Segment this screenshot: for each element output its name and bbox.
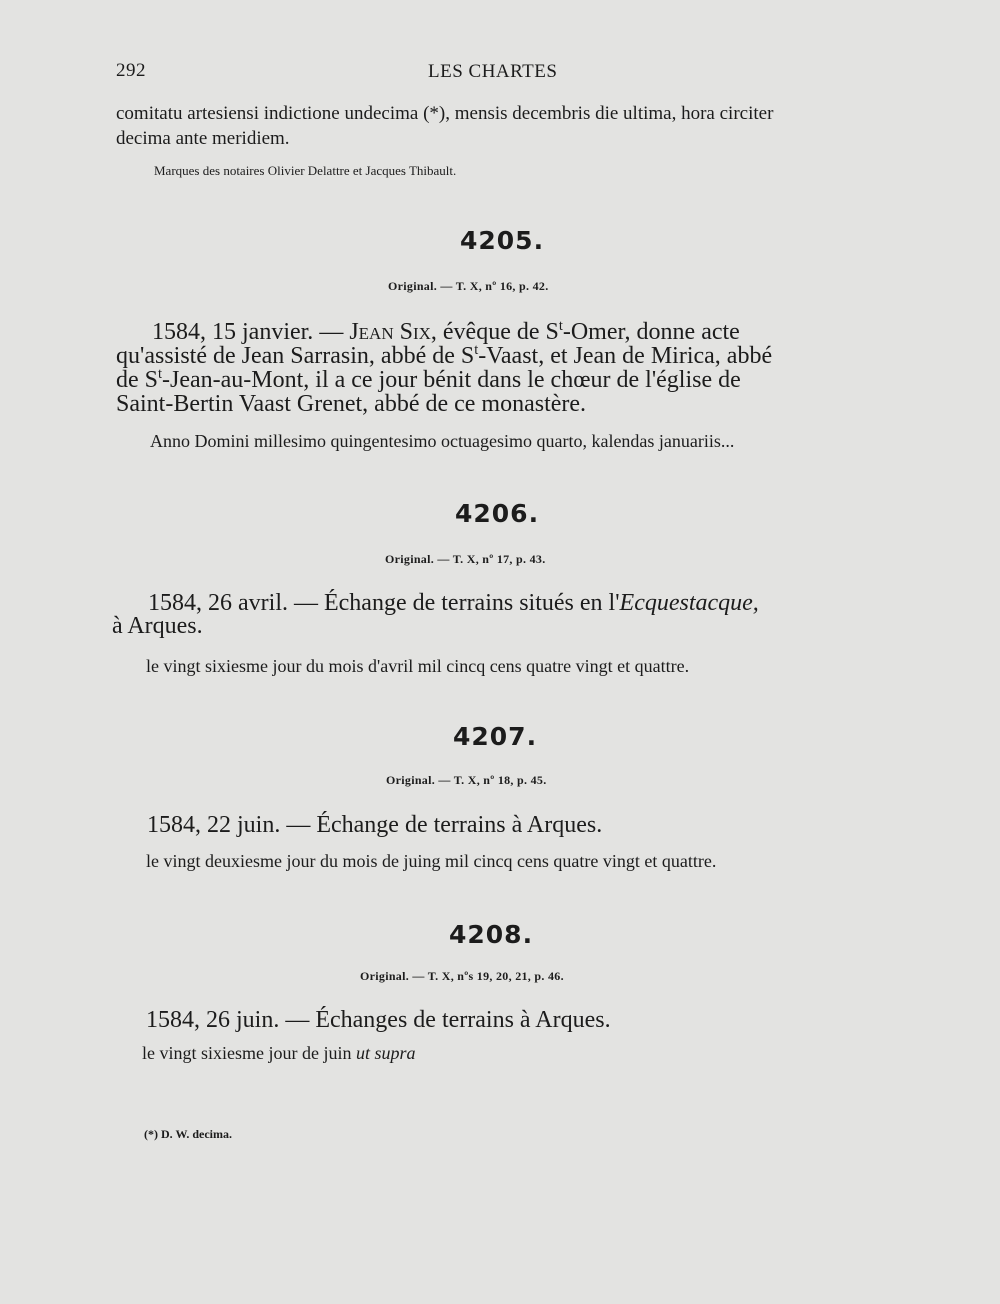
- superscript: t: [158, 366, 162, 382]
- entry-summary-line-3: [116, 366, 741, 393]
- superscript: t: [558, 318, 563, 334]
- entry-incipit: [142, 1043, 416, 1064]
- incipit-italic: ut supra: [355, 1043, 416, 1063]
- entry-source: Original. — T. X, nº 18, p. 45.: [386, 773, 547, 787]
- entry-incipit: le vingt sixiesme jour du mois d'avril mil cincq cens quatre vingt et quattre.: [146, 656, 690, 676]
- summary-text: , évêque de S: [430, 319, 559, 345]
- summary-text: Échange de terrains à Arques.: [316, 812, 603, 838]
- entry-number: 4207.: [453, 722, 538, 751]
- summary-text: qu'assisté de Jean Sarrasin, abbé de S: [116, 343, 475, 369]
- entry-source: Original. — T. X, nº 16, p. 42.: [388, 279, 549, 293]
- entry-summary-line-4: Saint-Bertin Vaast Grenet, abbé de ce monastère.: [116, 391, 587, 417]
- entry-incipit: Anno Domini millesimo quingentesimo octuagesimo quarto, kalendas januariis...: [150, 431, 735, 451]
- entry-number: 4208.: [449, 920, 534, 949]
- entry-summary-line-2: [116, 342, 773, 369]
- entry-source: Original. — T. X, nºs 19, 20, 21, p. 46.: [360, 969, 564, 983]
- footnote-mark: (*): [423, 103, 446, 124]
- entry-date: 1584, 15 janvier.: [152, 319, 314, 345]
- summary-text: Échanges de terrains à Arques.: [315, 1007, 611, 1033]
- footnote: (*) D. W. decima.: [144, 1127, 232, 1141]
- entry-date: 1584, 26 avril.: [148, 590, 288, 616]
- entry-number: 4206.: [455, 499, 540, 528]
- summary-text: -Omer, donne acte: [562, 319, 740, 345]
- person-name: Jean Six: [349, 319, 431, 345]
- dash: —: [286, 812, 311, 838]
- entry-summary-line-1: [152, 318, 872, 345]
- entry-date: 1584, 26 juin.: [146, 1007, 280, 1033]
- continuation-line-1: [116, 102, 876, 126]
- dash: —: [285, 1007, 310, 1033]
- page-number: 292: [116, 60, 146, 81]
- place-name: Ecquestacque,: [619, 590, 759, 616]
- notaries-marks: Marques des notaires Olivier Delattre et Jacques Thibault.: [154, 163, 457, 178]
- entry-summary-line-2: à Arques.: [112, 613, 203, 639]
- entry-number: 4205.: [460, 226, 545, 255]
- entry-incipit: le vingt deuxiesme jour du mois de juing mil cincq cens quatre vingt et quattre.: [146, 851, 717, 871]
- dash: —: [293, 590, 318, 616]
- entry-summary-line-1: [146, 1007, 611, 1034]
- entry-source: Original. — T. X, nº 17, p. 43.: [385, 552, 546, 566]
- incipit-text: le vingt sixiesme jour de juin: [142, 1043, 356, 1063]
- summary-text: Échange de terrains situés en l': [323, 590, 620, 616]
- summary-text: de S: [116, 367, 158, 393]
- entry-date: 1584, 22 juin.: [147, 812, 281, 838]
- summary-text: -Vaast, et Jean de Mirica, abbé: [478, 343, 773, 369]
- entry-summary-line-1: [147, 812, 602, 839]
- dash: —: [319, 319, 344, 345]
- continuation-text: , mensis decembris die ultima, hora circiter: [445, 103, 774, 124]
- continuation-line-2: decima ante meridiem.: [116, 128, 290, 149]
- continuation-text: comitatu artesiensi indictione undecima: [116, 103, 424, 124]
- running-title: LES CHARTES: [428, 61, 558, 82]
- summary-text: -Jean-au-Mont, il a ce jour bénit dans le chœur de l'église de: [162, 367, 741, 393]
- superscript: t: [474, 342, 479, 358]
- entry-summary-line-1: [148, 590, 759, 617]
